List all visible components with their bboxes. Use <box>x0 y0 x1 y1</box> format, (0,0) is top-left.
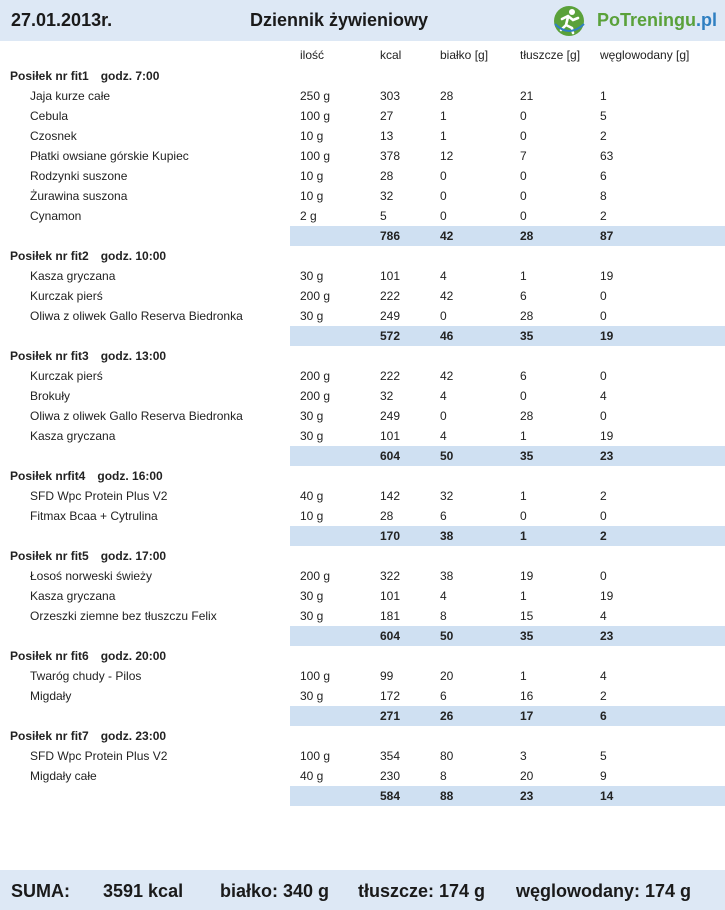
food-row <box>0 606 725 626</box>
food-name: Migdały <box>30 689 72 703</box>
column-header-qty: ilość <box>300 48 325 62</box>
meal-total-row <box>290 226 725 246</box>
runner-circle-icon <box>551 4 587 38</box>
food-name: Jaja kurze całe <box>30 89 111 103</box>
food-name: Cynamon <box>30 209 82 223</box>
food-protein: 4 <box>440 269 447 283</box>
food-row <box>0 766 725 786</box>
food-carbs: 19 <box>600 269 614 283</box>
food-protein: 28 <box>440 89 454 103</box>
food-qty: 100 g <box>300 109 331 123</box>
meal-title <box>10 729 166 743</box>
food-kcal: 101 <box>380 269 401 283</box>
food-kcal: 101 <box>380 589 401 603</box>
summary-label: SUMA: <box>11 881 70 901</box>
meal-total-row <box>290 526 725 546</box>
total-fat: 35 <box>520 629 534 643</box>
total-kcal: 572 <box>380 329 401 343</box>
food-kcal: 32 <box>380 189 394 203</box>
food-fat: 20 <box>520 769 534 783</box>
food-protein: 20 <box>440 669 454 683</box>
food-qty: 2 g <box>300 209 317 223</box>
food-fat: 0 <box>520 169 527 183</box>
food-row <box>0 686 725 706</box>
food-kcal: 99 <box>380 669 394 683</box>
food-fat: 0 <box>520 209 527 223</box>
total-protein: 50 <box>440 629 454 643</box>
food-kcal: 142 <box>380 489 401 503</box>
total-fat: 23 <box>520 789 534 803</box>
food-carbs: 0 <box>600 569 607 583</box>
summary-protein: białko: 340 g <box>220 881 330 901</box>
total-protein: 26 <box>440 709 454 723</box>
food-qty: 10 g <box>300 129 324 143</box>
total-fat: 1 <box>520 529 527 543</box>
food-carbs: 2 <box>600 489 607 503</box>
food-carbs: 6 <box>600 169 607 183</box>
diary-date: 27.01.2013r. <box>11 10 113 30</box>
food-row <box>0 146 725 166</box>
page-title: Dziennik żywieniowy <box>250 10 429 30</box>
food-qty: 40 g <box>300 489 324 503</box>
food-qty: 10 g <box>300 169 324 183</box>
food-kcal: 172 <box>380 689 401 703</box>
meal-total-row <box>290 326 725 346</box>
food-fat: 3 <box>520 749 527 763</box>
column-header-carbs: węglowodany [g] <box>600 48 690 62</box>
food-kcal: 13 <box>380 129 394 143</box>
food-protein: 4 <box>440 429 447 443</box>
food-row <box>0 366 725 386</box>
meal-total-row <box>290 626 725 646</box>
daily-summary <box>0 870 725 910</box>
total-fat: 35 <box>520 449 534 463</box>
meal-header <box>0 66 725 86</box>
food-carbs: 0 <box>600 289 607 303</box>
food-qty: 100 g <box>300 669 331 683</box>
food-carbs: 5 <box>600 109 607 123</box>
food-name: Kurczak pierś <box>30 289 103 303</box>
food-carbs: 0 <box>600 369 607 383</box>
meal-time: godz. 16:00 <box>97 469 163 483</box>
total-carbs: 14 <box>600 789 614 803</box>
food-kcal: 32 <box>380 389 394 403</box>
meal-header <box>0 466 725 486</box>
meal-header <box>0 346 725 366</box>
total-protein: 46 <box>440 329 454 343</box>
food-fat: 7 <box>520 149 527 163</box>
food-qty: 30 g <box>300 269 324 283</box>
food-row <box>0 86 725 106</box>
total-carbs: 19 <box>600 329 614 343</box>
food-protein: 80 <box>440 749 454 763</box>
meal-title <box>10 349 166 363</box>
food-fat: 0 <box>520 389 527 403</box>
food-name: Płatki owsiane górskie Kupiec <box>30 149 189 163</box>
meal-name: Posiłek nr fit5 <box>10 549 89 563</box>
food-fat: 16 <box>520 689 534 703</box>
meal-total-row <box>290 786 725 806</box>
food-carbs: 19 <box>600 589 614 603</box>
food-row <box>0 426 725 446</box>
food-name: Rodzynki suszone <box>30 169 128 183</box>
summary-carbs: węglowodany: 174 g <box>516 881 692 901</box>
food-carbs: 8 <box>600 189 607 203</box>
food-fat: 1 <box>520 269 527 283</box>
food-row <box>0 406 725 426</box>
meal-total-row <box>290 706 725 726</box>
food-fat: 19 <box>520 569 534 583</box>
food-name: Oliwa z oliwek Gallo Reserva Biedronka <box>30 409 243 423</box>
total-fat: 17 <box>520 709 534 723</box>
food-kcal: 249 <box>380 309 401 323</box>
meal-header <box>0 246 725 266</box>
total-fat: 35 <box>520 329 534 343</box>
food-fat: 1 <box>520 669 527 683</box>
total-carbs: 87 <box>600 229 614 243</box>
total-kcal: 786 <box>380 229 401 243</box>
food-carbs: 63 <box>600 149 614 163</box>
column-header-fat: tłuszcze [g] <box>520 48 581 62</box>
meal-time: godz. 13:00 <box>100 349 167 363</box>
meal-name: Posiłek nr fit3 <box>10 349 89 363</box>
food-protein: 32 <box>440 489 454 503</box>
total-carbs: 2 <box>600 529 607 543</box>
food-name: Kasza gryczana <box>30 269 116 283</box>
food-row <box>0 566 725 586</box>
food-name: Oliwa z oliwek Gallo Reserva Biedronka <box>30 309 243 323</box>
meal-header <box>0 726 725 746</box>
food-fat: 28 <box>520 409 534 423</box>
total-kcal: 584 <box>380 789 401 803</box>
food-fat: 1 <box>520 489 527 503</box>
food-row <box>0 286 725 306</box>
column-header-protein: białko [g] <box>440 48 489 62</box>
food-name: Żurawina suszona <box>30 189 128 203</box>
food-carbs: 5 <box>600 749 607 763</box>
food-qty: 100 g <box>300 149 331 163</box>
meal-total-row <box>290 446 725 466</box>
food-carbs: 1 <box>600 89 607 103</box>
food-qty: 100 g <box>300 749 331 763</box>
food-fat: 1 <box>520 429 527 443</box>
meal-name: Posiłek nrfit4 <box>10 469 86 483</box>
brand-logo[interactable] <box>597 10 717 31</box>
food-fat: 0 <box>520 509 527 523</box>
food-carbs: 4 <box>600 669 607 683</box>
food-fat: 15 <box>520 609 534 623</box>
food-protein: 0 <box>440 169 447 183</box>
food-protein: 0 <box>440 189 447 203</box>
meal-header <box>0 546 725 566</box>
food-kcal: 303 <box>380 89 401 103</box>
food-fat: 0 <box>520 129 527 143</box>
food-name: Kurczak pierś <box>30 369 103 383</box>
meal-title <box>10 549 166 563</box>
food-qty: 10 g <box>300 509 324 523</box>
food-carbs: 2 <box>600 209 607 223</box>
food-fat: 1 <box>520 589 527 603</box>
food-kcal: 230 <box>380 769 401 783</box>
food-carbs: 2 <box>600 689 607 703</box>
food-protein: 42 <box>440 289 454 303</box>
food-fat: 0 <box>520 109 527 123</box>
meal-time: godz. 23:00 <box>100 729 167 743</box>
food-row <box>0 486 725 506</box>
food-carbs: 19 <box>600 429 614 443</box>
food-kcal: 378 <box>380 149 401 163</box>
meal-name: Posiłek nr fit2 <box>10 249 89 263</box>
food-row <box>0 206 725 226</box>
food-protein: 1 <box>440 109 447 123</box>
food-kcal: 5 <box>380 209 387 223</box>
food-protein: 6 <box>440 509 447 523</box>
food-qty: 250 g <box>300 89 331 103</box>
total-kcal: 604 <box>380 449 401 463</box>
food-carbs: 4 <box>600 389 607 403</box>
food-qty: 30 g <box>300 589 324 603</box>
food-qty: 200 g <box>300 389 331 403</box>
food-name: Czosnek <box>30 129 77 143</box>
food-row <box>0 266 725 286</box>
food-fat: 6 <box>520 369 527 383</box>
food-kcal: 222 <box>380 369 401 383</box>
food-protein: 0 <box>440 309 447 323</box>
food-name: SFD Wpc Protein Plus V2 <box>30 489 168 503</box>
meal-title <box>10 69 159 83</box>
food-kcal: 249 <box>380 409 401 423</box>
food-row <box>0 666 725 686</box>
column-header-kcal: kcal <box>380 48 402 62</box>
food-name: Cebula <box>30 109 69 123</box>
food-kcal: 28 <box>380 509 394 523</box>
food-qty: 200 g <box>300 569 331 583</box>
food-name: Twaróg chudy - Pilos <box>30 669 142 683</box>
total-protein: 42 <box>440 229 454 243</box>
food-row <box>0 186 725 206</box>
food-fat: 6 <box>520 289 527 303</box>
logo-main: PoTreningu <box>597 10 696 30</box>
food-protein: 8 <box>440 769 447 783</box>
food-carbs: 0 <box>600 409 607 423</box>
summary-kcal: 3591 kcal <box>103 881 184 901</box>
meal-time: godz. 20:00 <box>100 649 167 663</box>
meal-name: Posiłek nr fit1 <box>10 69 89 83</box>
meal-name: Posiłek nr fit6 <box>10 649 89 663</box>
total-kcal: 170 <box>380 529 401 543</box>
meal-title <box>10 469 163 483</box>
food-row <box>0 386 725 406</box>
total-protein: 38 <box>440 529 454 543</box>
food-row <box>0 586 725 606</box>
food-qty: 30 g <box>300 609 324 623</box>
food-protein: 0 <box>440 209 447 223</box>
food-qty: 200 g <box>300 289 331 303</box>
food-kcal: 354 <box>380 749 401 763</box>
total-carbs: 6 <box>600 709 607 723</box>
food-row <box>0 506 725 526</box>
meal-time: godz. 10:00 <box>100 249 167 263</box>
meal-title <box>10 649 166 663</box>
food-protein: 1 <box>440 129 447 143</box>
meal-header <box>0 646 725 666</box>
food-name: Łosoś norweski świeży <box>30 569 153 583</box>
food-protein: 0 <box>440 409 447 423</box>
food-fat: 0 <box>520 189 527 203</box>
food-carbs: 2 <box>600 129 607 143</box>
page-header <box>0 0 725 41</box>
meal-title <box>10 249 166 263</box>
total-carbs: 23 <box>600 449 614 463</box>
food-protein: 6 <box>440 689 447 703</box>
food-qty: 40 g <box>300 769 324 783</box>
food-carbs: 0 <box>600 509 607 523</box>
meal-name: Posiłek nr fit7 <box>10 729 89 743</box>
food-name: Migdały całe <box>30 769 97 783</box>
food-kcal: 181 <box>380 609 401 623</box>
food-carbs: 4 <box>600 609 607 623</box>
food-name: Fitmax Bcaa + Cytrulina <box>30 509 158 523</box>
food-protein: 4 <box>440 389 447 403</box>
meal-time: godz. 7:00 <box>100 69 160 83</box>
total-kcal: 271 <box>380 709 401 723</box>
food-protein: 8 <box>440 609 447 623</box>
logo-tld: .pl <box>696 10 717 30</box>
food-qty: 30 g <box>300 309 324 323</box>
food-qty: 200 g <box>300 369 331 383</box>
food-row <box>0 106 725 126</box>
food-kcal: 27 <box>380 109 394 123</box>
food-kcal: 222 <box>380 289 401 303</box>
food-kcal: 322 <box>380 569 401 583</box>
food-protein: 12 <box>440 149 454 163</box>
food-protein: 4 <box>440 589 447 603</box>
meal-time: godz. 17:00 <box>100 549 167 563</box>
food-name: Kasza gryczana <box>30 589 116 603</box>
food-kcal: 28 <box>380 169 394 183</box>
total-kcal: 604 <box>380 629 401 643</box>
food-qty: 10 g <box>300 189 324 203</box>
food-kcal: 101 <box>380 429 401 443</box>
total-fat: 28 <box>520 229 534 243</box>
food-name: Orzeszki ziemne bez tłuszczu Felix <box>30 609 217 623</box>
total-protein: 88 <box>440 789 454 803</box>
total-carbs: 23 <box>600 629 614 643</box>
food-row <box>0 306 725 326</box>
food-protein: 42 <box>440 369 454 383</box>
food-name: SFD Wpc Protein Plus V2 <box>30 749 168 763</box>
food-qty: 30 g <box>300 409 324 423</box>
food-qty: 30 g <box>300 689 324 703</box>
summary-fat: tłuszcze: 174 g <box>358 881 486 901</box>
food-name: Brokuły <box>30 389 71 403</box>
food-row <box>0 746 725 766</box>
food-protein: 38 <box>440 569 454 583</box>
food-qty: 30 g <box>300 429 324 443</box>
food-fat: 21 <box>520 89 534 103</box>
food-carbs: 0 <box>600 309 607 323</box>
food-row <box>0 126 725 146</box>
total-protein: 50 <box>440 449 454 463</box>
food-carbs: 9 <box>600 769 607 783</box>
food-fat: 28 <box>520 309 534 323</box>
food-name: Kasza gryczana <box>30 429 116 443</box>
food-row <box>0 166 725 186</box>
